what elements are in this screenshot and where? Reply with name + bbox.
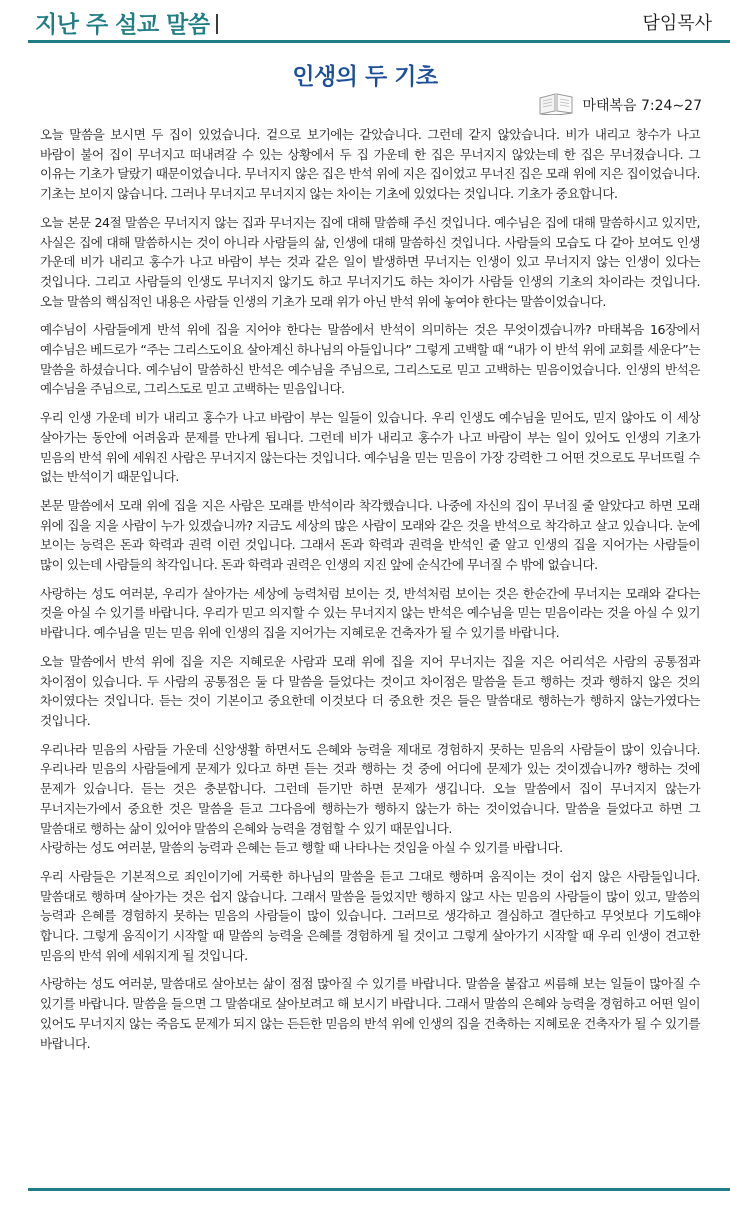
scripture-reference (538, 92, 702, 118)
sermon-paragraph: 사랑하는 성도 여러분, 우리가 살아가는 세상에 능력처럼 보이는 것, 반석처럼 보이는 것은 한순간에 무너지는 모래와 같다는 것을 아실 수 있기를 바랍니다. 우리가 믿고 의지할 수 있는 무너지지 않는 반석은 예수님을 믿는 믿음이라는 것을 아실 수 있기 바랍니다. 예수님을 믿는 믿음 위에 인생의 집을 지어가는 지혜로운 건축자가 될 수 있기를 바랍니다. (40, 585, 700, 641)
sermon-title: 인생의 두 기초 (292, 64, 438, 90)
sermon-paragraph: 사랑하는 성도 여러분, 말씀대로 살아보는 삶이 점점 많아질 수 있기를 바랍니다. 말씀을 붙잡고 씨름해 보는 일들이 많아질 수 있기를 바랍니다. 말씀을 들으면 그 말씀대로 살아보려고 해 보시기 바랍니다. 그래서 말씀의 은혜와 능력을 경험하고 어떤 일이 있어도 무너지지 않는 죽음도 문제가 되지 않는 든든한 믿음의 반석 위에 인생의 집을 건축하는 지혜로운 건축자가 될 수 있기를 바랍니다. (40, 976, 700, 1051)
sermon-paragraph: 사랑하는 성도 여러분, 말씀의 능력과 은혜는 듣고 행할 때 나타나는 것임을 아실 수 있기를 바랍니다. (40, 840, 563, 856)
sermon-paragraph: 우리 인생 가운데 비가 내리고 홍수가 나고 바람이 부는 일들이 있습니다. 우리 인생도 예수님을 믿어도, 믿지 않아도 이 세상 살아가는 동안에 어려움과 문제를 만나게 됩니다. 그런데 비가 내리고 홍수가 나고 바람이 부는 일이 있어도 인생의 기초가 믿음의 반석 위에 세워진 사람은 무너지지 않는다는 것입니다. 예수님을 믿는 믿음이 가장 강력한 그 어떤 것으로도 무너뜨릴 수 없는 반석이기 때문입니다. (40, 410, 700, 485)
bottom-divider (28, 1188, 730, 1191)
top-divider (28, 40, 730, 43)
sermon-paragraph: 오늘 말씀에서 반석 위에 집을 지은 지혜로운 사람과 모래 위에 집을 지어 무너지는 집을 지은 어리석은 사람의 공통점과 차이점이 있습니다. 두 사람의 공통점은 둘 다 말씀을 들었다는 것이고 차이점은 말씀을 듣고 행하는 것과 행하지 않은 것의 차이였다는 것입니다. 듣는 것이 기본이고 중요한데 이것보다 더 중요한 것은 들은 말씀대로 행하는가 행하지 않는가였다는 것입니다. (40, 653, 700, 728)
sermon-paragraph: 우리나라 믿음의 사람들 가운데 신앙생활 하면서도 은혜와 능력을 제대로 경험하지 못하는 믿음의 사람들이 많이 있습니다. 우리나라 믿음의 사람들에게 문제가 있다고 하면 듣는 것과 행하는 것 중에 어디에 문제가 있는 것이겠습니까? 행하는 것에 문제가 있습니다. 듣는 것은 충분합니다. 그런데 듣기만 하면 문제가 생깁니다. 오늘 말씀에서 집이 무너지지 않는가 무너지는가에서 중요한 것은 말씀을 듣고 그다음에 행하는가 행하지 않는가 하는 것이었습니다. 말씀을 들었다고 하면 그 말씀대로 행하는 삶이 있어야 말씀의 은혜와 능력을 경험할 수 있기 때문입니다. (40, 741, 700, 836)
section-divider (216, 14, 218, 34)
scripture-text: 마태복음 7:24∼27 (582, 98, 702, 114)
sermon-paragraph: 본문 말씀에서 모래 위에 집을 지은 사람은 모래를 반석이라 착각했습니다. 나중에 자신의 집이 무너질 줄 알았다고 하면 모래 위에 집을 지을 사람이 누가 있겠습니까? 지금도 세상의 많은 사람이 모래와 같은 것을 반석으로 착각하고 살고 있습니다. 눈에 보이는 능력은 돈과 학력과 권력 이런 것입니다. 그래서 돈과 학력과 권력을 반석인 줄 알고 인생의 집을 지어가는 사람들이 많이 있는데 사람들의 착각입니다. 돈과 학력과 권력은 인생의 지진 앞에 순식간에 무너질 수 밖에 없습니다. (40, 497, 700, 573)
open-book-icon (538, 91, 574, 119)
sermon-paragraph: 우리 사람들은 기본적으로 죄인이기에 거룩한 하나님의 말씀을 듣고 그대로 행하며 움직이는 것이 쉽지 않은 사람들입니다. 말씀대로 행하며 살아가는 것은 쉽지 않습니다. 그래서 말씀을 들었지만 행하지 않고 사는 믿음의 사람들이 많이 있고, 말씀의 능력과 은혜를 경험하지 못하는 믿음의 사람들이 많이 있습니다. 그러므로 생각하고 결심하고 결단하고 무엇보다 기도해야 합니다. 그렇게 움직이기 시작할 때 말씀의 능력을 은혜를 경험하게 될 것이고 그렇게 살아가기 시작할 때 우리 인생이 견고한 믿음의 반석 위에 세워지게 될 것입니다. (40, 868, 700, 963)
sermon-paragraph: 예수님이 사람들에게 반석 위에 집을 지어야 한다는 말씀에서 반석이 의미하는 것은 무엇이겠습니까? 마태복음 16장에서 예수님은 베드로가 “주는 그리스도이요 살아계신 하나님의 아들입니다” 그렇게 고백할 때 “내가 이 반석 위에 교회를 세운다”는 말씀을 하셨습니다. 예수님이 말씀하신 반석은 예수님을 주님으로, 그리스도로 믿고 고백하는 믿음이었습니다. 인생의 반석은 예수님을 주님으로, 그리스도로 믿고 고백하는 믿음입니다. (40, 322, 700, 397)
section-label-text: 지난 주 설교 말씀 (35, 12, 210, 38)
author-label: 담임목사 (642, 13, 712, 34)
section-label (35, 6, 218, 39)
sermon-paragraph: 오늘 말씀을 보시면 두 집이 있었습니다. 겉으로 보기에는 같았습니다. 그런데 같지 않았습니다. 비가 내리고 창수가 나고 바람이 불어 집이 무너지고 떠내려갈 수 있는 상황에서 두 집 가운데 한 집은 무너지지 않았는데 한 집은 무너졌습니다. 그 이유는 기초가 달랐기 때문이었습니다. 무너지지 않은 집은 반석 위에 지은 집이었고 무너진 집은 모래 위에 지은 집이었습니다. 기초는 보이지 않습니다. 그러나 무너지고 무너지지 않는 차이는 기초에 있었다는 것입니다. 기초가 중요합니다. (40, 127, 700, 202)
sermon-body (40, 125, 700, 1062)
sermon-paragraph: 오늘 본문 24절 말씀은 무너지지 않는 집과 무너지는 집에 대해 말씀해 주신 것입니다. 예수님은 집에 대해 말씀하시고 있지만, 사실은 집에 대해 말씀하시는 것이 아니라 사람들의 삶, 인생에 대해 말씀하신 것입니다. 사람들의 모습도 다 같아 보여도 인생 가운데 비가 내리고 홍수가 나고 바람이 부는 것과 같은 일이 발생하면 무너지는 인생이 있고 무너지지 않는 인생이 있다는 것입니다. 그리고 사람들의 인생도 무너지지 않기도 하고 무너지기도 하는 차이가 사람들 인생의 기초의 차이라는 것입니다. 오늘 말씀의 핵심적인 내용은 사람들 인생의 기초가 모래 위가 아닌 반석 위에 놓여야 한다는 말씀이었습니다. (40, 214, 700, 309)
page-header (0, 0, 730, 44)
